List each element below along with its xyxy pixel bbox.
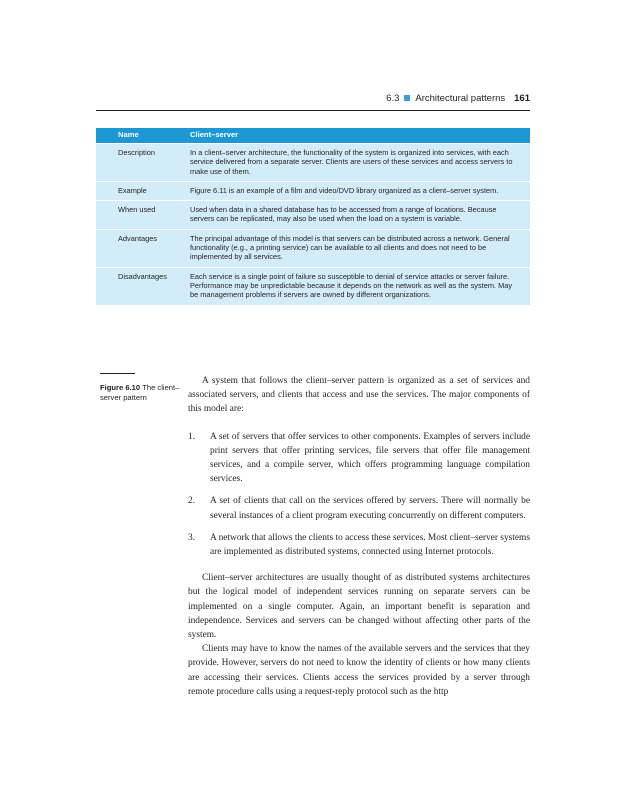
component-list (188, 430, 530, 560)
row-label: Disadvantages (96, 267, 190, 304)
running-header (96, 93, 530, 107)
list-item (188, 531, 530, 559)
table-row (96, 267, 530, 304)
header-name: Name (96, 128, 190, 144)
paragraph: Clients may have to know the names of the available servers and the services that they provide. However, servers do not need to know the identity of clients or how many clients are accessing their services. Clients access the services provided by a server through remote procedure calls using a request-reply protocol such as the http (188, 644, 530, 697)
caption-rule (100, 373, 135, 374)
figure-caption (100, 383, 190, 403)
section-title: Architectural patterns (415, 93, 506, 104)
intro-paragraph: A system that follows the client–server pattern is organized as a set of services and associated servers, and clients that access and use the services. The major components of this model are: (188, 376, 530, 415)
row-text: In a client–server architecture, the functionality of the system is organized into services, with each service delivered from a separate server. Clients are users of these services and access servers to make use of them. (190, 144, 530, 182)
figure-caption-text: The client–server pattern (100, 383, 180, 402)
header-pattern: Client–server (190, 128, 530, 144)
list-item (188, 494, 530, 522)
square-bullet-icon (404, 95, 410, 101)
page-number: 161 (514, 93, 530, 104)
list-text: A network that allows the clients to access these services. Most client–server systems are implemented as distributed systems, connected using Internet protocols. (210, 532, 530, 558)
table-header-row (96, 128, 530, 144)
row-label: When used (96, 201, 190, 230)
list-number: 3. (188, 532, 196, 543)
list-text: A set of clients that call on the services offered by servers. There will normally be several instances of a client program executing concurrently on different computers. (210, 496, 530, 521)
pattern-table (96, 128, 530, 305)
header-rule (96, 110, 530, 111)
row-label: Example (96, 181, 190, 200)
body-text (188, 374, 530, 699)
section-number: 6.3 (386, 93, 400, 104)
table-row (96, 229, 530, 267)
list-number: 1. (188, 431, 196, 442)
list-text: A set of servers that offer services to other components. Examples of servers include print servers that offer printing services, file servers that offer file management services, and a compile server, which offers programming language compilation services. (210, 431, 530, 485)
row-text: The principal advantage of this model is that servers can be distributed across a network. General functionality (e.g., a printing service) can be available to all clients and does not need to be implemented by all services. (190, 229, 530, 267)
row-text: Figure 6.11 is an example of a film and video/DVD library organized as a client–server system. (190, 181, 530, 200)
table-row (96, 201, 530, 230)
list-number: 2. (188, 496, 196, 507)
table-row (96, 144, 530, 182)
table-row (96, 181, 530, 200)
row-text: Each service is a single point of failure so susceptible to denial of service attacks or server failure. Performance may be unpredictable because it depends on the network as well as the system. May be management problems if servers are owned by different organizations. (190, 267, 530, 304)
paragraph: Client–server architectures are usually thought of as distributed systems architectures but the logical model of independent services running on separate servers can be implemented on a single computer. Again, an important benefit is separation and independence. Services and servers can be changed without affecting other parts of the system. (188, 573, 530, 641)
row-text: Used when data in a shared database has to be accessed from a range of locations. Because servers can be replicated, may also be used when the load on a system is variable. (190, 201, 530, 230)
row-label: Advantages (96, 229, 190, 267)
row-label: Description (96, 144, 190, 182)
list-item (188, 430, 530, 487)
figure-number: Figure 6.10 (100, 383, 141, 392)
